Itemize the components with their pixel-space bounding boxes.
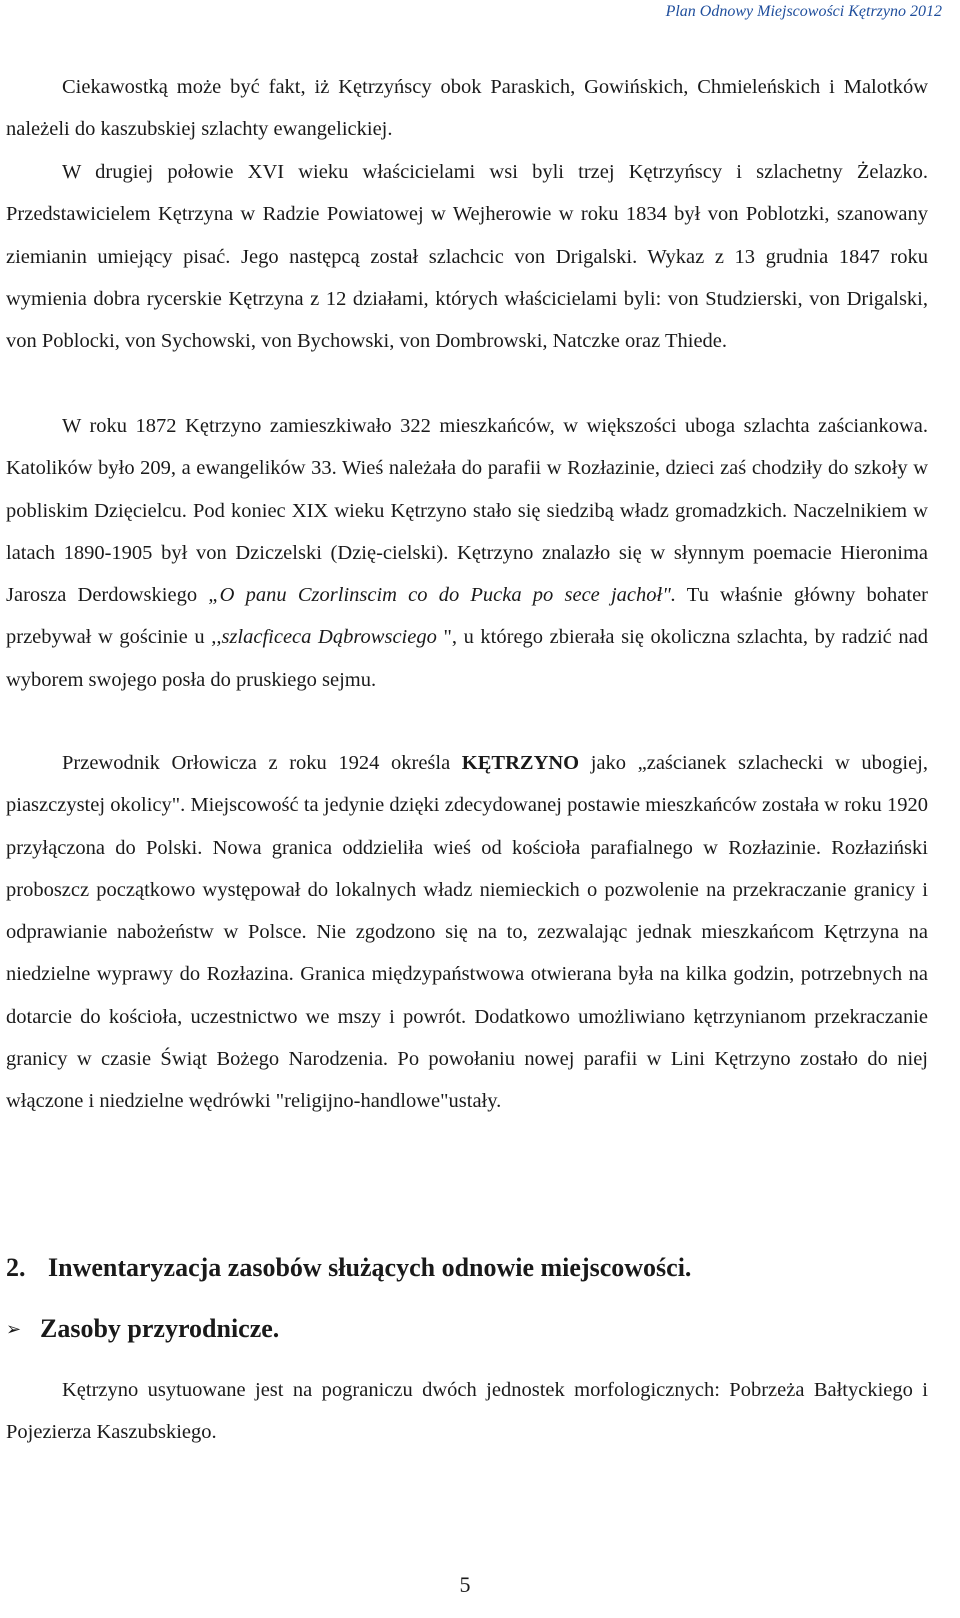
paragraph-3-text-a: W roku 1872 Kętrzyno zamieszkiwało 322 mieszkańców, w większości uboga szlachta zaściankowa. Katolików było 209, a ewangelików 33. Wieś należała do parafii w Rozłazinie, dzieci zaś chodziły do szkoły w pobliskim Dzięcielcu. Pod koniec XIX wieku Kętrzyno stało się siedzibą władz gromadzkich. Naczelnikiem w latach 1890-1905 był von Dziczelski (Dzię-cielski). Kętrzyno znalazło się w słynnym poemacie Hieronima Jarosza Derdowskiego (6, 415, 928, 607)
paragraph-3 (6, 405, 928, 701)
paragraph-5 (6, 1369, 928, 1454)
paragraph-3-text-c: ", u którego zbierała się okoliczna szlachta, by radzić nad wyborem swojego posła do pruskiego sejmu. (6, 626, 928, 691)
paragraph-1 (6, 66, 928, 151)
section-title: Inwentaryzacja zasobów służących odnowie miejscowości. (48, 1253, 692, 1282)
arrow-bullet-icon: ➢ (6, 1318, 22, 1339)
paragraph-4-text-b: jako „zaścianek szlachecki w ubogiej, piaszczystej okolicy". Miejscowość ta jedynie dzięki zdecydowanej postawie mieszkańców została w roku 1920 przyłączona do Polski. Nowa granica oddzieliła wieś od kościoła parafialnego w Rozłazinie. Rozłaziński proboszcz początkowo występował do lokalnych władz niemieckich o pozwolenie na przekraczanie granicy i odprawianie nabożeństw w Polsce. Nie zgodzono się na to, zezwalając jednak mieszkańcom Kętrzyna na niedzielne wyprawy do Rozłazina. Granica międzypaństwowa otwierana była na kilka godzin, potrzebnych na dotarcie do kościoła, uczestnictwo we mszy i powrót. Dodatkowo umożliwiano kętrzynianom przekraczanie granicy w czasie Świąt Bożego Narodzenia. Po powołaniu nowej parafii w Lini Kętrzyno zostało do niej włączone i niedzielne wędrówki "religijno-handlowe"ustały. (6, 752, 928, 1113)
paragraph-5-text: Kętrzyno usytuowane jest na pograniczu dwóch jednostek morfologicznych: Pobrzeża Bałtyckiego i Pojezierza Kaszubskiego. (6, 1379, 928, 1444)
paragraph-4 (6, 742, 928, 1123)
section-number: 2. (6, 1253, 26, 1282)
paragraph-4-bold-name: KĘTRZYNO (461, 752, 580, 774)
paragraph-4-text-a: Przewodnik Orłowicza z roku 1924 określa (62, 752, 462, 774)
paragraph-1-text: Ciekawostką może być fakt, iż Kętrzyńscy obok Paraskich, Gowińskich, Chmieleńskich i Malotków należeli do kaszubskiej szlachty ewangelickiej. (6, 76, 928, 141)
section-heading (6, 1253, 691, 1283)
subsection-heading (6, 1314, 279, 1344)
paragraph-3-italic-name: ,,szlacficeca Dąbrowsciego (211, 626, 437, 649)
paragraph-3-italic-title: „O panu Czorlinscim co do Pucka po sece jachoł". (208, 584, 676, 607)
paragraph-2 (6, 151, 928, 362)
subsection-title: Zasoby przyrodnicze. (40, 1314, 280, 1343)
document-header: Plan Odnowy Miejscowości Kętrzyno 2012 (665, 3, 942, 20)
paragraph-3-text-b: Tu właśnie główny bohater przebywał w gościnie u (6, 584, 928, 649)
paragraph-2-text: W drugiej połowie XVI wieku właścicielami wsi byli trzej Kętrzyńscy i szlachetny Żelazko. Przedstawicielem Kętrzyna w Radzie Powiatowej w Wejherowie w roku 1834 był von Poblotzki, szanowany ziemianin umiejący pisać. Jego następcą został szlachcic von Drigalski. Wykaz z 13 grudnia 1847 roku wymienia dobra rycerskie Kętrzyna z 12 działami, których właścicielami byli: von Studzierski, von Drigalski, von Poblocki, von Sychowski, von Bychowski, von Dombrowski, Natczke oraz Thiede. (6, 161, 928, 353)
page-number: 5 (459, 1572, 471, 1597)
